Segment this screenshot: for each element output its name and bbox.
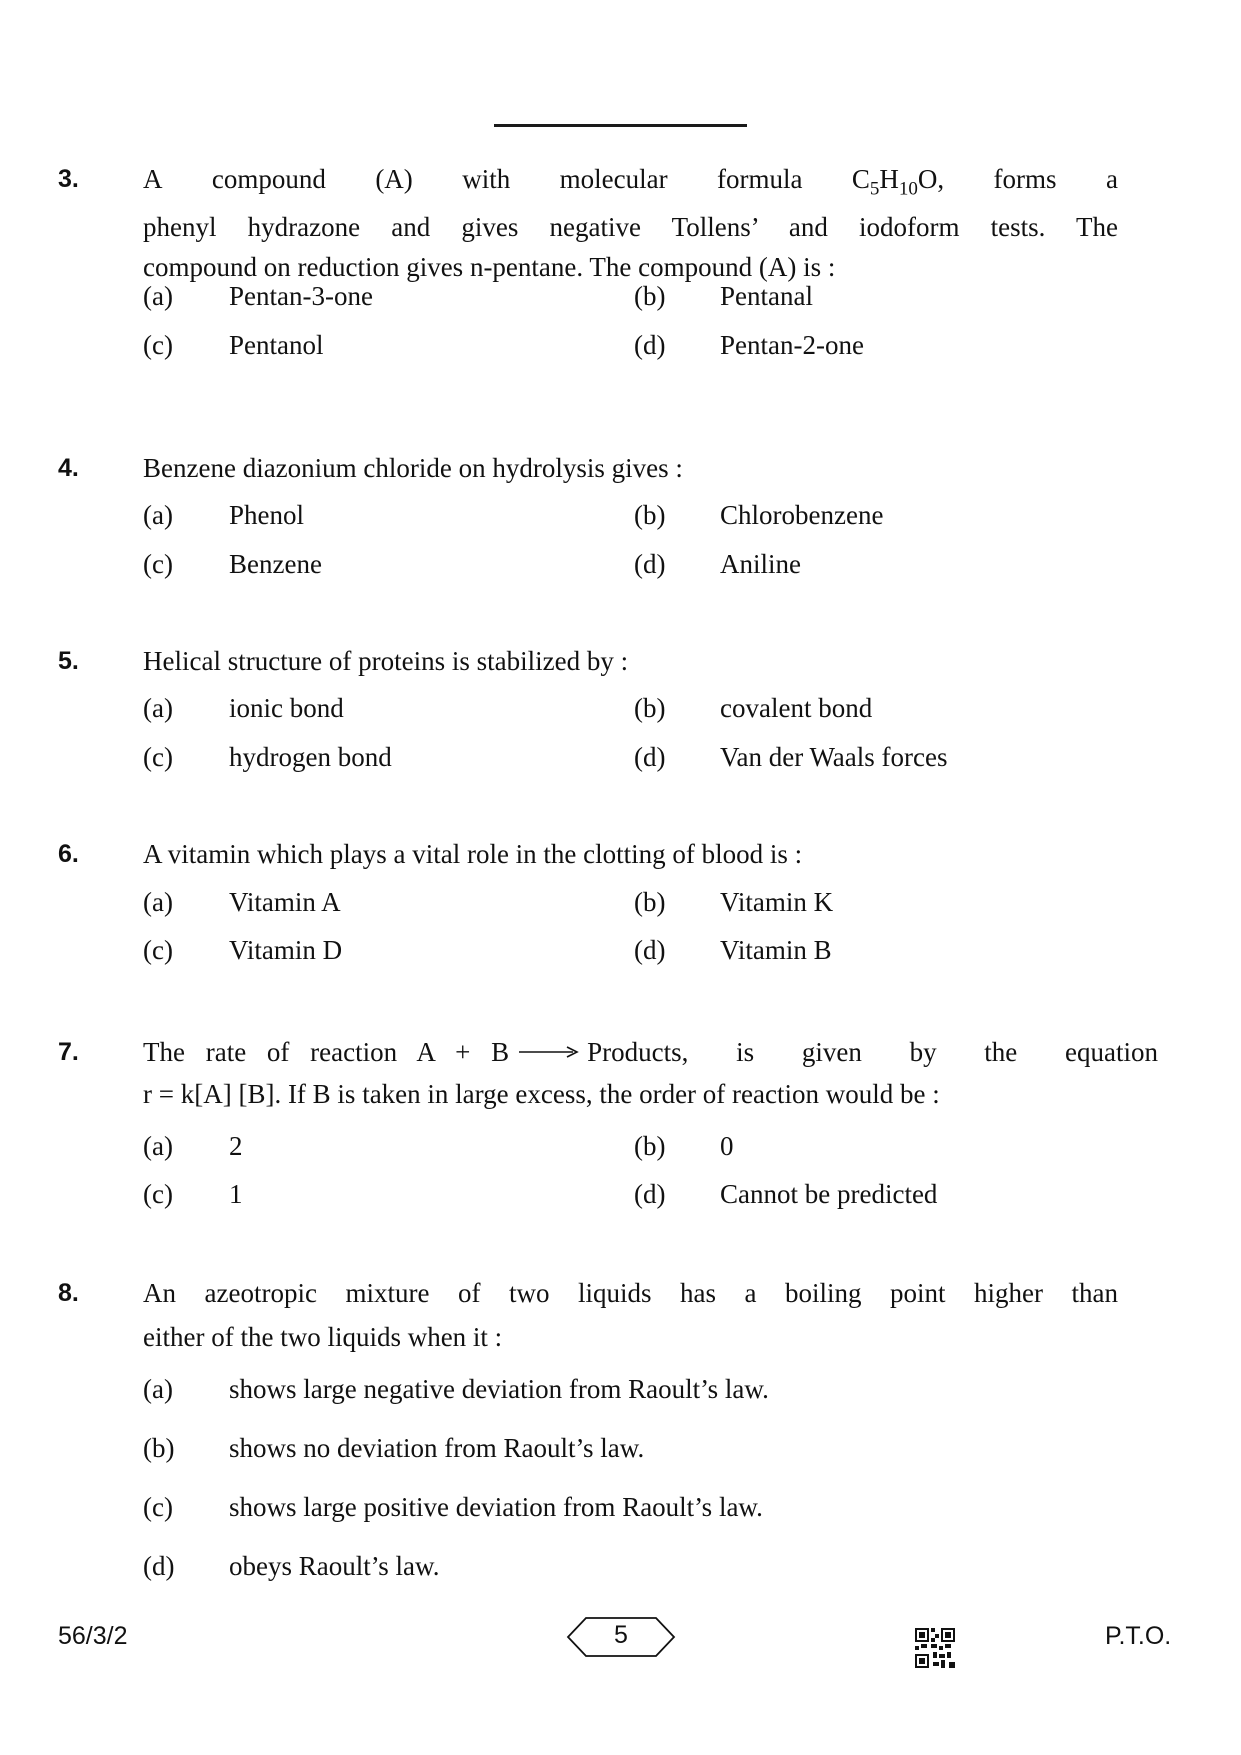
option-label: (a): [143, 1131, 173, 1161]
option-label: (b): [634, 1131, 666, 1161]
word: a: [1105, 164, 1118, 194]
word: A: [143, 164, 163, 194]
option-text: Aniline: [720, 549, 801, 579]
option-text: Chlorobenzene: [720, 500, 884, 530]
word: (A): [375, 164, 413, 194]
pto-label: P.T.O.: [1105, 1622, 1172, 1650]
option-text: ionic bond: [229, 693, 344, 723]
option-text: hydrogen bond: [229, 742, 392, 772]
option-label: (c): [143, 742, 173, 772]
option-label: (a): [143, 281, 173, 311]
option-label: (a): [143, 693, 173, 723]
option-text: Vitamin D: [229, 935, 343, 965]
option-label: (b): [634, 281, 666, 311]
option-label: (a): [143, 887, 173, 917]
question-text: [143, 1269, 1118, 1361]
option-text: Pentan-2-one: [720, 330, 864, 360]
option-text: Pentan-3-one: [229, 281, 373, 311]
option-label: (b): [634, 693, 666, 723]
reaction-rhs: Products, is given by the equation: [587, 1037, 1158, 1067]
option-text: Vitamin A: [229, 887, 341, 917]
option-text: shows no deviation from Raoult’s law.: [229, 1433, 645, 1463]
question-line-3: compound on reduction gives n-pentane. The compound (A) is :: [143, 252, 836, 282]
option-label: (c): [143, 935, 173, 965]
option-label: (d): [143, 1551, 175, 1581]
question-line-2: either of the two liquids when it :: [143, 1322, 503, 1352]
option-label: (b): [634, 887, 666, 917]
option-label: (d): [634, 1179, 666, 1209]
word: with: [462, 164, 511, 194]
molecular-formula: $C_5H_{10}O$,: [851, 164, 945, 200]
option-label: (d): [634, 935, 666, 965]
option-label: (c): [143, 1179, 173, 1209]
option-text: Pentanol: [229, 330, 324, 360]
question-number: 3.: [58, 165, 79, 193]
option-label: (a): [143, 500, 173, 530]
question-text: Benzene diazonium chloride on hydrolysis gives :: [143, 453, 683, 483]
word: forms: [993, 164, 1057, 194]
question-number: 4.: [58, 454, 79, 482]
option-text: 2: [229, 1131, 243, 1161]
option-text: Vitamin K: [720, 887, 834, 917]
page-number-badge: [566, 1615, 676, 1659]
option-text: Cannot be predicted: [720, 1179, 938, 1209]
question-line-1: An azeotropic mixture of two liquids has a boiling point higher than: [143, 1278, 1118, 1308]
option-text: Vitamin B: [720, 935, 832, 965]
option-label: (b): [143, 1433, 175, 1463]
question-text: [143, 1028, 1158, 1118]
option-text: shows large negative deviation from Raoult’s law.: [229, 1374, 769, 1404]
option-text: Benzene: [229, 549, 322, 579]
question-number: 7.: [58, 1038, 79, 1066]
option-text: Van der Waals forces: [720, 742, 948, 772]
option-text: shows large positive deviation from Raoult’s law.: [229, 1492, 763, 1522]
option-label: (d): [634, 742, 666, 772]
word: formula: [716, 164, 803, 194]
option-label: (c): [143, 549, 173, 579]
option-label: (b): [634, 500, 666, 530]
paper-code: 56/3/2: [58, 1622, 128, 1650]
option-text: 0: [720, 1131, 734, 1161]
top-rule: [494, 124, 747, 127]
option-label: (c): [143, 330, 173, 360]
option-label: (c): [143, 1492, 173, 1522]
reaction-lhs: The rate of reaction A + B: [143, 1037, 510, 1067]
qr-code-icon: [915, 1628, 955, 1668]
page-number: 5: [614, 1621, 628, 1649]
option-text: Pentanal: [720, 281, 813, 311]
word: molecular: [559, 164, 668, 194]
option-label: (d): [634, 549, 666, 579]
option-text: 1: [229, 1179, 243, 1209]
question-line-2: phenyl hydrazone and gives negative Tollens’ and iodoform tests. The: [143, 212, 1118, 242]
option-text: covalent bond: [720, 693, 873, 723]
option-text: Phenol: [229, 500, 305, 530]
question-number: 8.: [58, 1279, 79, 1307]
option-text: obeys Raoult’s law.: [229, 1551, 440, 1581]
question-text: A vitamin which plays a vital role in the clotting of blood is :: [143, 839, 803, 869]
question-line-1: [143, 1028, 1158, 1076]
reaction-arrow-icon: [517, 1045, 579, 1059]
question-number: 6.: [58, 840, 79, 868]
question-line-2: r = k[A] [B]. If B is taken in large excess, the order of reaction would be :: [143, 1079, 940, 1109]
option-label: (a): [143, 1374, 173, 1404]
word: compound: [211, 164, 326, 194]
question-text: [143, 155, 1118, 291]
question-number: 5.: [58, 647, 79, 675]
question-line-1: [143, 155, 1118, 203]
option-label: (d): [634, 330, 666, 360]
question-text: Helical structure of proteins is stabilized by :: [143, 646, 629, 676]
